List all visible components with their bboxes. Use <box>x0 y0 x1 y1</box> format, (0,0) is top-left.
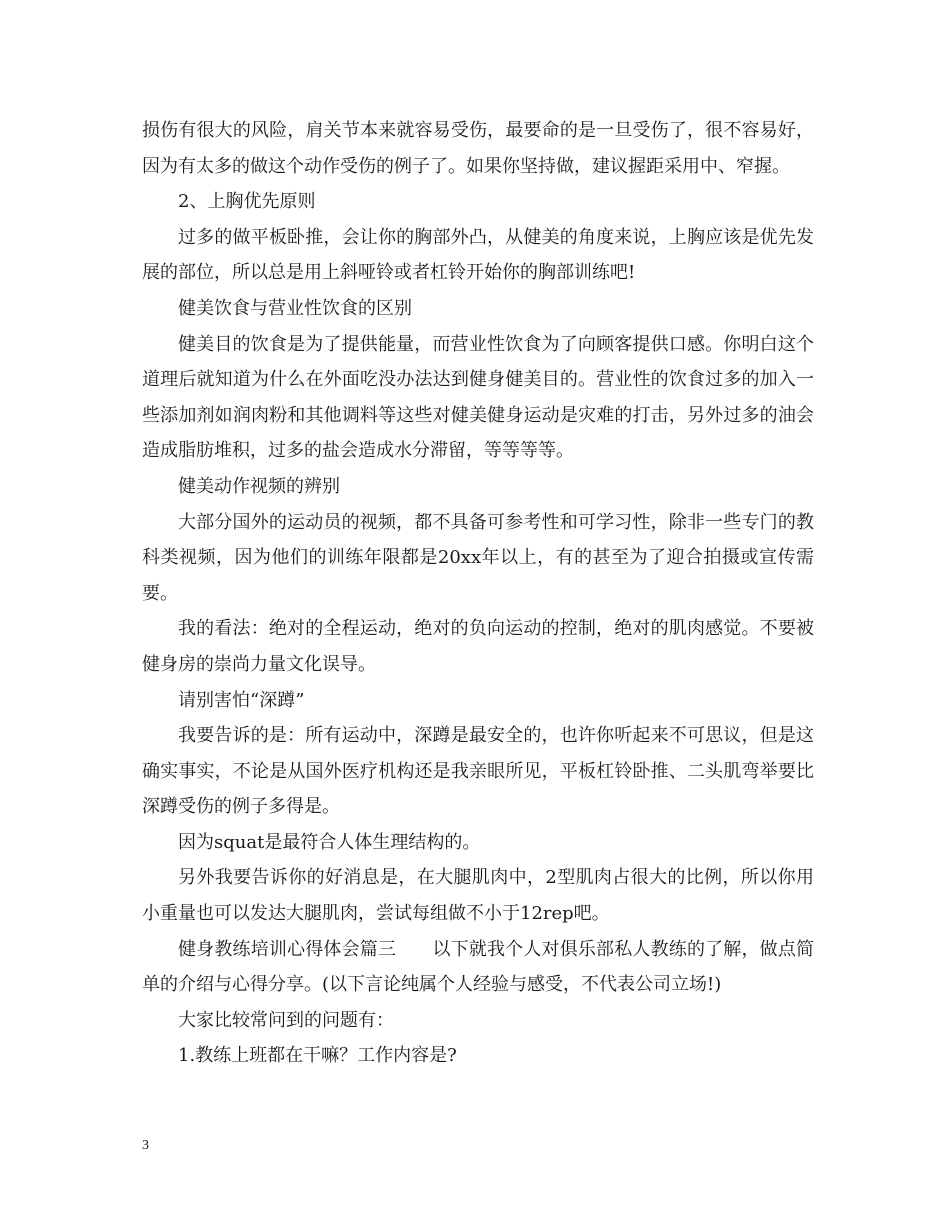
paragraph-5: 健美目的饮食是为了提供能量，而营业性饮食为了向顾客提供口感。你明白这个道理后就知道为什么在外面吃没办法达到健身健美目的。营业性的饮食过多的加入一些添加剂如润肉粉和其他调料等这些对健美健身运动是灾难的打击，另外过多的油会造成脂肪堆积，过多的盐会造成水分滞留，等等等等。 <box>142 333 814 462</box>
paragraph-6: 健美动作视频的辨别 <box>178 475 340 497</box>
paragraph-14: 大家比较常问到的问题有： <box>178 1009 394 1031</box>
paragraph-12: 另外我要告诉你的好消息是，在大腿肌肉中，2型肌肉占很大的比例，所以你用小重量也可以发达大腿肌肉，尝试每组做不小于12rep吧。 <box>142 867 814 925</box>
paragraph-15: 1.教练上班都在干嘛？工作内容是? <box>178 1045 457 1067</box>
paragraph-4: 健美饮食与营业性饮食的区别 <box>178 297 412 319</box>
paragraph-8: 我的看法：绝对的全程运动，绝对的负向运动的控制，绝对的肌肉感觉。不要被健身房的崇尚力量文化误导。 <box>142 618 814 675</box>
document-body <box>142 113 814 1074</box>
paragraph-10: 我要告诉的是：所有运动中，深蹲是最安全的，也许你听起来不可思议，但是这确实事实，不论是从国外医疗机构还是我亲眼所见，平板杠铃卧推、二头肌弯举要比深蹲受伤的例子多得是。 <box>142 725 814 818</box>
paragraph-9: 请别害怕“深蹲” <box>178 689 305 711</box>
paragraph-3: 过多的做平板卧推，会让你的胸部外凸，从健美的角度来说，上胸应该是优先发展的部位，所以总是用上斜哑铃或者杠铃开始你的胸部训练吧! <box>142 226 814 284</box>
paragraph-11: 因为squat是最符合人体生理结构的。 <box>178 831 481 853</box>
paragraph-7: 大部分国外的运动员的视频，都不具备可参考性和可学习性，除非一些专门的教科类视频，因为他们的训练年限都是20xx年以上，有的甚至为了迎合拍摄或宣传需要。 <box>142 511 814 604</box>
paragraph-1: 损伤有很大的风险，肩关节本来就容易受伤，最要命的是一旦受伤了，很不容易好，因为有太多的做这个动作受伤的例子了。如果你坚持做，建议握距采用中、窄握。 <box>142 120 814 177</box>
page-number: 3 <box>142 1138 149 1153</box>
paragraph-2: 2、上胸优先原则 <box>178 191 316 213</box>
paragraph-13: 健身教练培训心得体会篇三 以下就我个人对俱乐部私人教练的了解，做点简单的介绍与心得分享。(以下言论纯属个人经验与感受，不代表公司立场!) <box>142 938 814 996</box>
